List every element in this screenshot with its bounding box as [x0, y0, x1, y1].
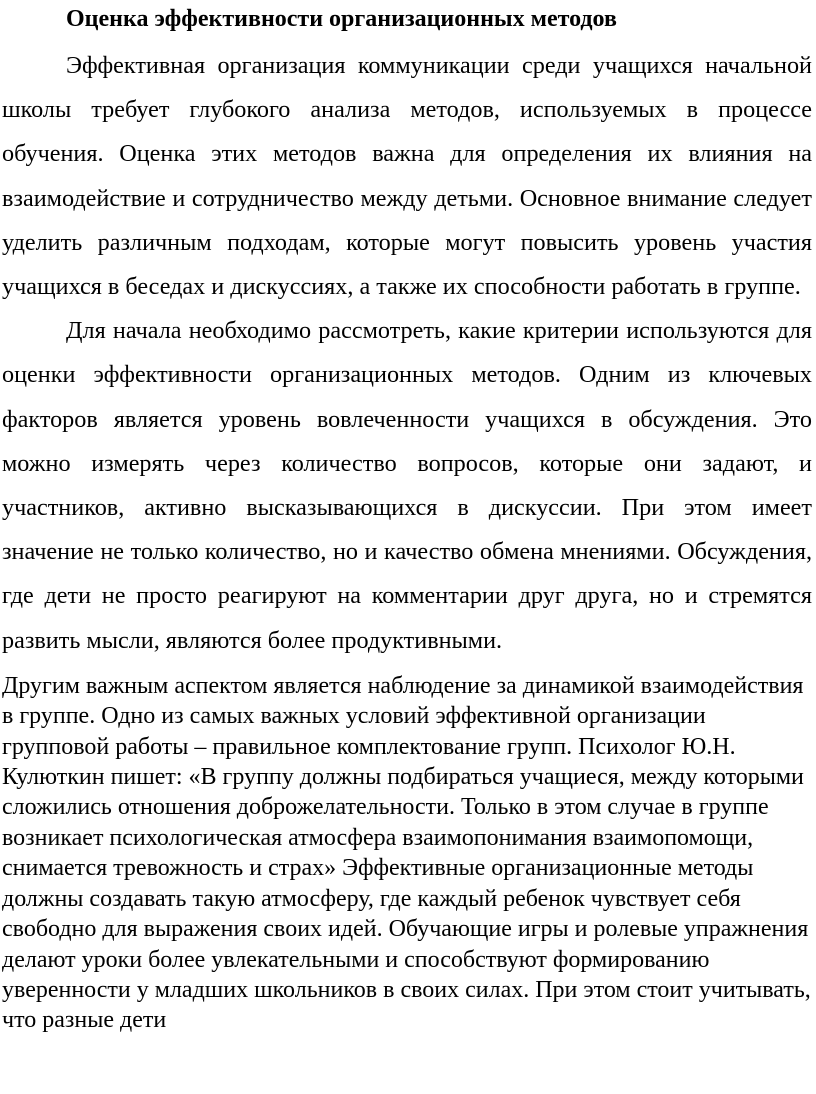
- document-title: Оценка эффективности организационных методов: [66, 6, 617, 32]
- paragraph-1: Эффективная организация коммуникации среди учащихся начальной школы требует глубокого анализа методов, используемых в процессе обучения. Оценка этих методов важна для определения их влияния на взаимодействие и сотрудничество между детьми. Основное внимание следует уделить различным подходам, которые могут повысить уровень участия учащихся в беседах и дискуссиях, а также их способности работать в группе.: [2, 52, 812, 301]
- paragraph-2: Для начала необходимо рассмотреть, какие критерии используются для оценки эффективности организационных методов. Одним из ключевых факторов является уровень вовлеченности учащихся в обсуждения. Это можно измерять через количество вопросов, которые они задают, и участников, активно высказывающихся в дискуссии. При этом имеет значение не только количество, но и качество обмена мнениями. Обсуждения, где дети не просто реагируют на комментарии друг друга, но и стремятся развить мысли, являются более продуктивными.: [2, 317, 812, 654]
- paragraph-3: Другим важным аспектом является наблюдение за динамикой взаимодействия в группе. Одно из самых важных условий эффективной организации групповой работы – правильное комплектование групп. Психолог Ю.Н. Кулюткин пишет: «В группу должны подбираться учащиеся, между которыми сложились отношения доброжелательности. Только в этом случае в группе возникает психологическая атмосфера взаимопонимания взаимопомощи, снимается тревожность и страх» Эффективные организационные методы должны создавать такую атмосферу, где каждый ребенок чувствует себя свободно для выражения своих идей. Обучающие игры и ролевые упражнения делают уроки более увлекательными и способствуют формированию уверенности у младших школьников в своих силах. При этом стоит учитывать, что разные дети: [2, 672, 811, 1034]
